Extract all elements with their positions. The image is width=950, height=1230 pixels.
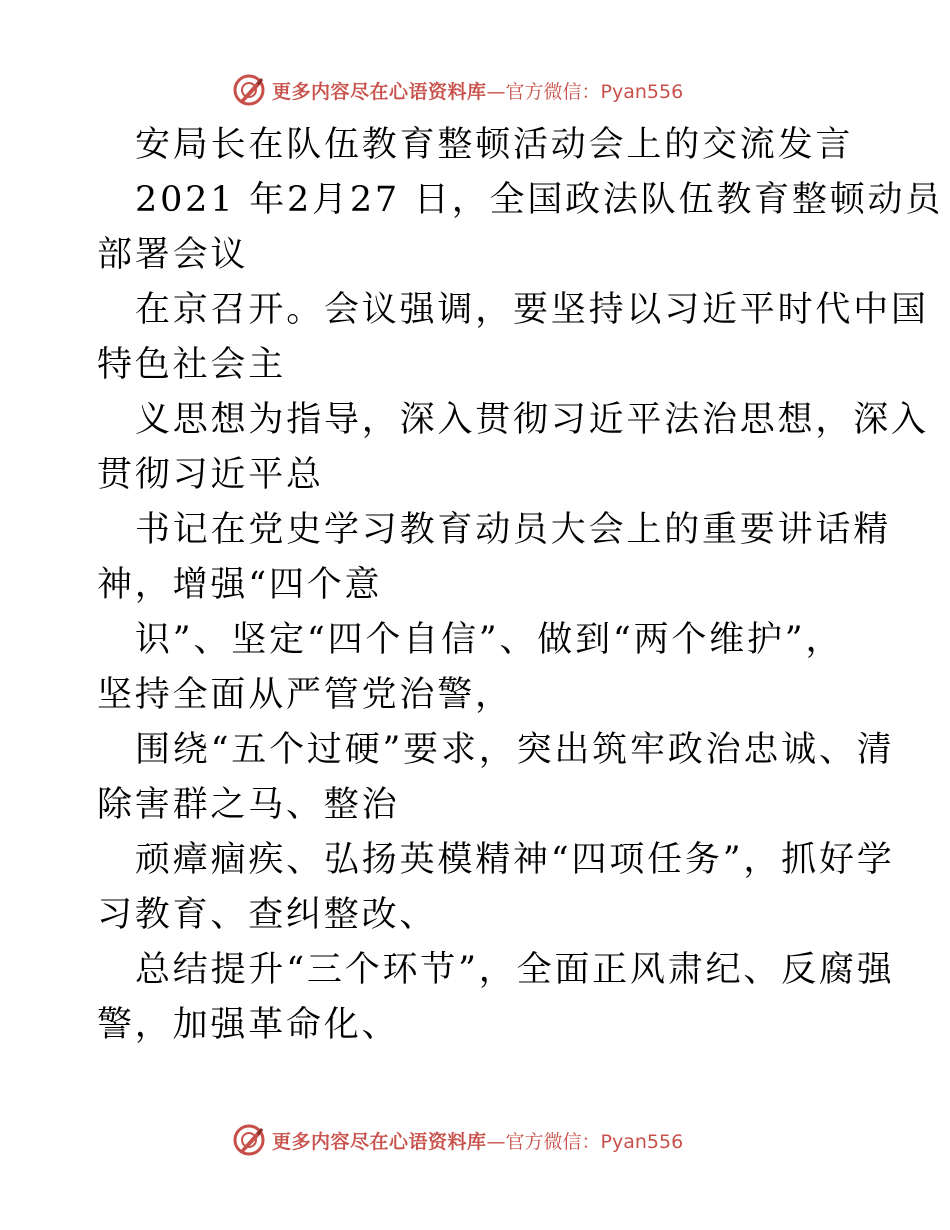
text-line: 围绕“五个过硬”要求，突出筑牢政治忠诚、清 bbox=[135, 730, 895, 770]
text-line: 总结提升“三个环节”，全面正风肃纪、反腐强 bbox=[135, 950, 895, 990]
text-line: 2021 年2月27 日，全国政法队伍教育整顿动员 bbox=[135, 180, 944, 220]
pen-logo-icon bbox=[232, 1123, 266, 1157]
text-line: 书记在党史学习教育动员大会上的重要讲话精 bbox=[135, 510, 892, 550]
text-line: 顽瘴痼疾、弘扬英模精神“四项任务”，抓好学 bbox=[135, 840, 895, 880]
text-line: 神，增强“四个意 bbox=[97, 565, 383, 605]
text-line: 识”、坚定“四个自信”、做到“两个维护”， bbox=[135, 620, 844, 660]
document-title: 安局长在队伍教育整顿活动会上的交流发言 bbox=[135, 125, 854, 165]
document-body bbox=[97, 118, 944, 1053]
banner-title: 更多内容尽在心语资料库 bbox=[272, 1130, 487, 1153]
banner-title: 更多内容尽在心语资料库 bbox=[272, 80, 487, 103]
header-watermark-banner bbox=[232, 70, 683, 110]
banner-contact: —官方微信：Pyan556 bbox=[486, 80, 684, 103]
text-line: 警，加强革命化、 bbox=[97, 1005, 400, 1045]
text-line: 部署会议 bbox=[97, 235, 249, 275]
banner-contact: —官方微信：Pyan556 bbox=[486, 1130, 684, 1153]
text-line: 坚持全面从严管党治警， bbox=[97, 675, 513, 715]
text-line: 除害群之马、整治 bbox=[97, 785, 400, 825]
footer-watermark-banner bbox=[232, 1120, 683, 1160]
pen-logo-icon bbox=[232, 73, 266, 107]
text-line: 特色社会主 bbox=[97, 345, 287, 385]
text-line: 习教育、查纠整改、 bbox=[97, 895, 438, 935]
text-line: 贯彻习近平总 bbox=[97, 455, 324, 495]
text-line: 义思想为指导，深入贯彻习近平法治思想，深入 bbox=[135, 400, 929, 440]
text-line: 在京召开。会议强调，要坚持以习近平时代中国 bbox=[135, 290, 929, 330]
